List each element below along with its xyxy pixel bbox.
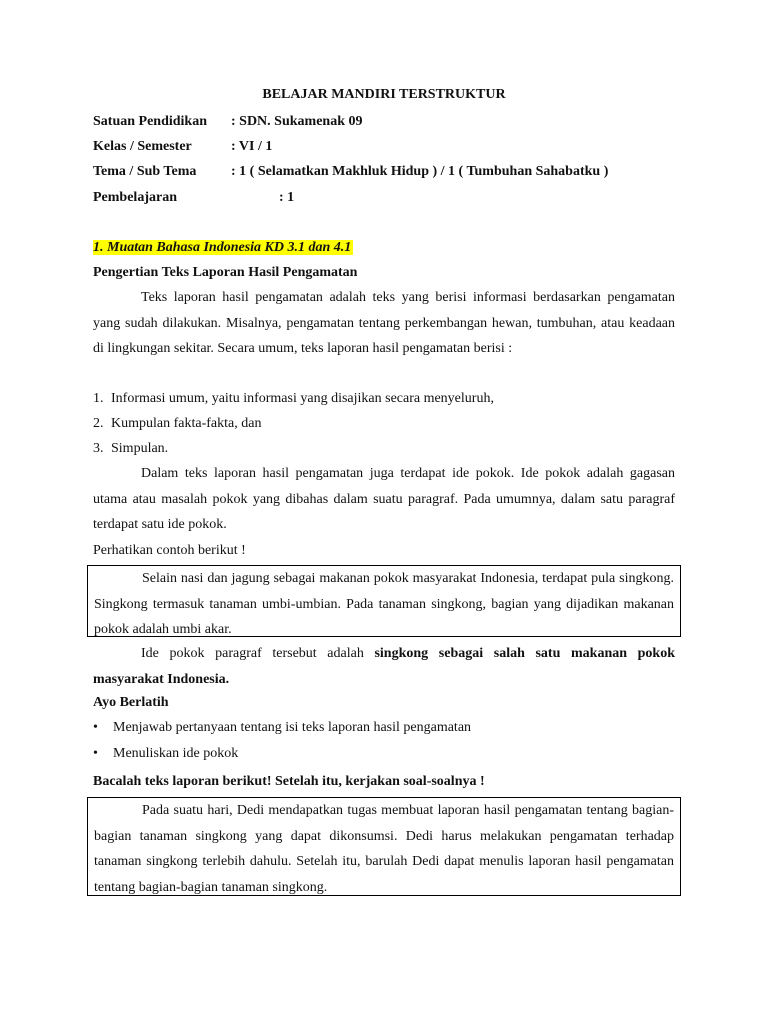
info-label-lesson: Pembelajaran [93,190,177,205]
bullet-dot-icon: • [93,746,98,761]
info-value-lesson: : 1 [279,190,295,205]
bullet-item [93,720,471,736]
list-number: 2. [93,416,104,431]
bullet-text: Menuliskan ide pokok [113,746,239,761]
list-number: 3. [93,441,104,456]
example-prompt: Perhatikan contoh berikut ! [93,543,246,558]
info-value-class: : VI / 1 [231,139,273,154]
info-label-school: Satuan Pendidikan [93,114,207,129]
document-title: BELAJAR MANDIRI TERSTRUKTUR [262,87,506,102]
paragraph-main-idea: Dalam teks laporan hasil pengamatan juga terdapat ide pokok. Ide pokok adalah gagasan utama atau masalah pokok yang dibahas dalam suatu paragraf. Pada umumnya, dalam satu paragraf terdapat satu ide pokok. [93,466,675,532]
reading-box-text: Pada suatu hari, Dedi mendapatkan tugas membuat laporan hasil pengamatan tentang bagian-bagian tanaman singkong yang dapat dikonsumsi. Dedi harus melakukan pengamatan terhadap tanaman singkong terlebih dahulu. Setelah itu, barulah Dedi dapat menulis laporan hasil pengamatan tentang bagian-bagian tanaman singkong. [94,803,674,895]
instruction: Bacalah teks laporan berikut! Setelah itu, kerjakan soal-soalnya ! [93,774,485,789]
conclusion-bold: singkong sebagai salah satu makanan pokok masyarakat Indonesia. [93,646,676,687]
info-label-theme: Tema / Sub Tema [93,164,197,179]
example-box-text: Selain nasi dan jagung sebagai makanan pokok masyarakat Indonesia, terdapat pula singkong. Singkong termasuk tanaman umbi-umbian. Pada tanaman singkong, bagian yang dijadikan makanan pokok adalah umbi akar. [94,571,674,637]
section-heading-text: 1. Muatan Bahasa Indonesia KD 3.1 dan 4.1 [93,240,352,255]
list-item [93,414,261,434]
section-heading [93,238,353,258]
list-text: Informasi umum, yaitu informasi yang disajikan secara menyeluruh, [111,391,494,406]
list-item [93,389,494,409]
bullet-text: Menjawab pertanyaan tentang isi teks laporan hasil pengamatan [113,720,472,735]
example-box [87,565,681,637]
bullet-item [93,746,238,762]
info-value-school: : SDN. Sukamenak 09 [231,114,363,129]
subheading: Pengertian Teks Laporan Hasil Pengamatan [93,265,358,280]
reading-box [87,797,681,896]
bullet-dot-icon: • [93,720,98,735]
list-number: 1. [93,391,104,406]
info-label-class: Kelas / Semester [93,139,192,154]
list-text: Kumpulan fakta-fakta, dan [111,416,262,431]
paragraph-conclusion [93,641,675,692]
paragraph-definition: Teks laporan hasil pengamatan adalah teks yang berisi informasi berdasarkan pengamatan yang sudah dilakukan. Misalnya, pengamatan tentang perkembangan hewan, tumbuhan, atau keadaan di lingkungan sekitar. Secara umum, teks laporan hasil pengamatan berisi : [93,290,675,356]
practice-heading: Ayo Berlatih [93,695,169,710]
list-text: Simpulan. [111,441,169,456]
conclusion-prefix: Ide pokok paragraf tersebut adalah [141,646,375,661]
info-value-theme: : 1 ( Selamatkan Makhluk Hidup ) / 1 ( Tumbuhan Sahabatku ) [231,164,609,179]
list-item [93,439,168,459]
